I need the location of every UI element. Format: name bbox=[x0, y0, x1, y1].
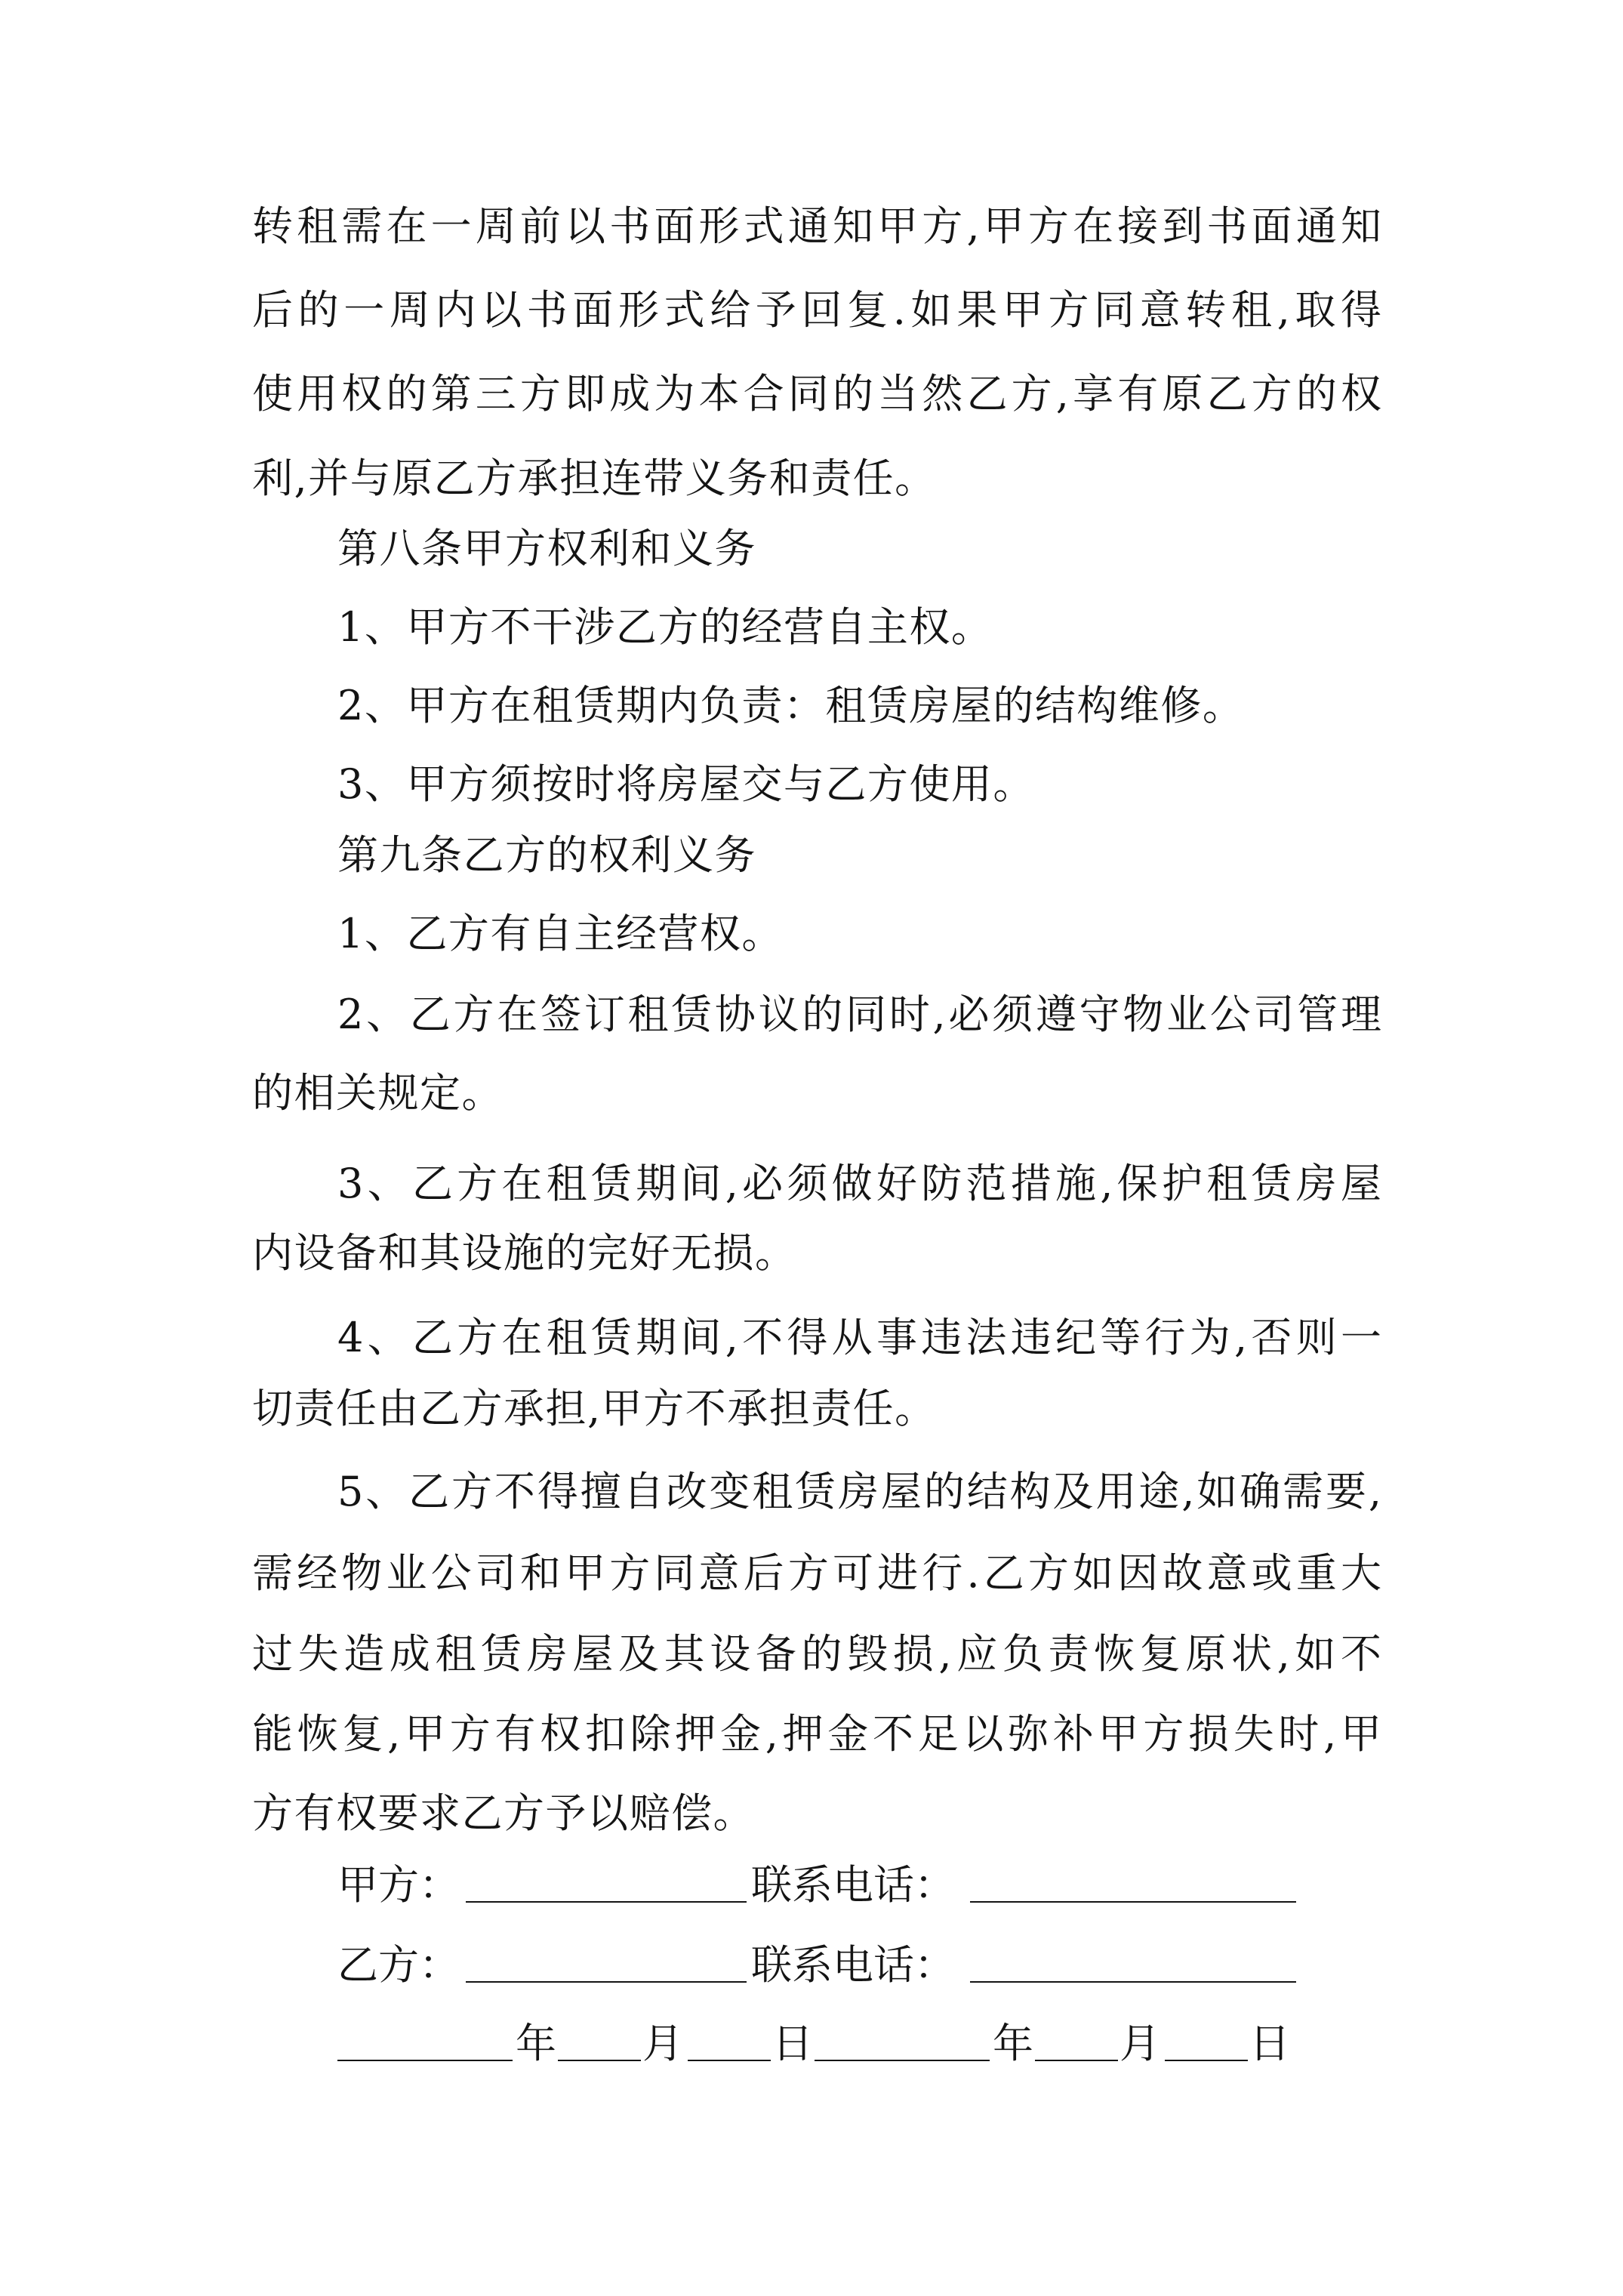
list-item: 3、乙方在租赁期间,必须做好防范措施,保护租赁房屋 bbox=[337, 1160, 1381, 1207]
party-a-phone-label: 联系电话： bbox=[751, 1861, 955, 1909]
paragraph-line: 的相关规定。 bbox=[252, 1069, 504, 1117]
section-heading: 第八条甲方权利和义务 bbox=[337, 525, 756, 572]
date-a-day-label: 日 bbox=[772, 2020, 813, 2067]
paragraph-line: 内设备和其设施的完好无损。 bbox=[252, 1229, 797, 1277]
date-a-day-blank[interactable] bbox=[688, 2022, 771, 2061]
list-item: 5、乙方不得擅自改变租赁房屋的结构及用途,如确需要, bbox=[337, 1468, 1381, 1515]
list-item: 2、乙方在签订租赁协议的同时,必须遵守物业公司管理 bbox=[337, 991, 1381, 1038]
list-item: 1、乙方有自主经营权。 bbox=[337, 910, 784, 957]
paragraph-line: 转租需在一周前以书面形式通知甲方,甲方在接到书面通知 bbox=[252, 202, 1381, 250]
date-b-day-label: 日 bbox=[1249, 2020, 1290, 2067]
list-item: 2、甲方在租赁期内负责：租赁房屋的结构维修。 bbox=[337, 682, 1245, 729]
paragraph-line: 使用权的第三方即成为本合同的当然乙方,享有原乙方的权 bbox=[252, 370, 1381, 418]
date-b-month-blank[interactable] bbox=[1035, 2022, 1118, 2061]
paragraph-line: 方有权要求乙方予以赔偿。 bbox=[252, 1789, 755, 1837]
party-a-label: 甲方： bbox=[337, 1861, 460, 1909]
date-b-year-label: 年 bbox=[993, 2020, 1033, 2067]
party-b-signature-row bbox=[337, 1937, 1319, 1993]
paragraph-line: 切责任由乙方承担,甲方不承担责任。 bbox=[252, 1385, 937, 1432]
date-b-year-blank[interactable] bbox=[815, 2022, 990, 2061]
list-item: 4、乙方在租赁期间,不得从事违法违纪等行为,否则一 bbox=[337, 1314, 1381, 1361]
paragraph-line: 过失造成租赁房屋及其设备的毁损,应负责恢复原状,如不 bbox=[252, 1630, 1381, 1678]
date-a-month-label: 月 bbox=[642, 2020, 683, 2067]
list-item: 1、甲方不干涉乙方的经营自主权。 bbox=[337, 603, 993, 651]
party-b-label: 乙方： bbox=[337, 1941, 460, 1989]
section-heading: 第九条乙方的权利义务 bbox=[337, 831, 756, 879]
list-item: 3、甲方须按时将房屋交与乙方使用。 bbox=[337, 760, 1035, 808]
party-a-signature-row bbox=[337, 1857, 1319, 1913]
party-b-phone-label: 联系电话： bbox=[751, 1941, 955, 1989]
party-a-name-blank[interactable] bbox=[466, 1863, 747, 1903]
date-a-year-label: 年 bbox=[516, 2020, 556, 2067]
paragraph-line: 利,并与原乙方承担连带义务和责任。 bbox=[252, 455, 937, 502]
paragraph-line: 能恢复,甲方有权扣除押金,押金不足以弥补甲方损失时,甲 bbox=[252, 1710, 1381, 1758]
paragraph-line: 需经物业公司和甲方同意后方可进行.乙方如因故意或重大 bbox=[252, 1549, 1381, 1597]
party-b-phone-blank[interactable] bbox=[970, 1943, 1296, 1983]
party-a-phone-blank[interactable] bbox=[970, 1863, 1296, 1903]
date-row bbox=[337, 2016, 1319, 2072]
paragraph-line: 后的一周内以书面形式给予回复.如果甲方同意转租,取得 bbox=[252, 286, 1381, 334]
date-a-month-blank[interactable] bbox=[558, 2022, 641, 2061]
date-a-year-blank[interactable] bbox=[337, 2022, 513, 2061]
party-b-name-blank[interactable] bbox=[466, 1943, 747, 1983]
date-b-month-label: 月 bbox=[1119, 2020, 1160, 2067]
date-b-day-blank[interactable] bbox=[1165, 2022, 1248, 2061]
